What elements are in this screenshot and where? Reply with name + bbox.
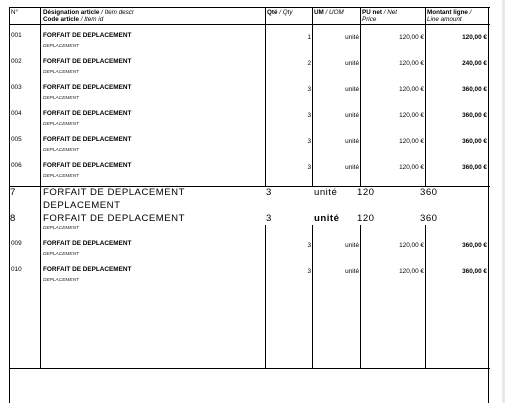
- row-no: 003: [11, 84, 22, 91]
- row-no: 004: [11, 110, 22, 117]
- header-designation-fr: Désignation article: [43, 9, 100, 16]
- row-price: 120,00 €: [399, 34, 424, 41]
- row-price: 120,00 €: [399, 164, 424, 171]
- header-sep: /: [467, 9, 472, 16]
- row-price: 120,00 €: [399, 60, 424, 67]
- header-qty-en: Qty: [282, 9, 293, 16]
- row-amount: 360,00 €: [462, 164, 487, 171]
- row-amount: 360: [420, 213, 438, 224]
- header-price-fr: PU net: [362, 9, 382, 16]
- row-no: 001: [11, 32, 22, 39]
- header-price-en: Net: [387, 9, 398, 16]
- row-qty: 3: [266, 187, 272, 198]
- row-qty: 3: [307, 268, 311, 275]
- row-no: 006: [11, 162, 22, 169]
- header-qty-fr: Qté: [267, 9, 278, 16]
- row-uom: unité: [345, 138, 359, 145]
- header-no-label: N°: [11, 9, 19, 16]
- row-uom: unité: [345, 34, 359, 41]
- header-amount-en: Line amount: [427, 16, 462, 23]
- row-amount: 360,00 €: [462, 138, 487, 145]
- row-amount: 360: [420, 187, 438, 198]
- row-qty: 3: [307, 164, 311, 171]
- row-designation: FORFAIT DE DEPLACEMENT: [43, 213, 185, 224]
- row-price: 120,00 €: [399, 112, 424, 119]
- row-price: 120,00 €: [399, 86, 424, 93]
- row-uom: unité: [314, 187, 338, 198]
- row-code: DEPLACEMENT: [43, 44, 79, 49]
- row-uom: unité: [345, 268, 359, 275]
- header-designation-en: Item descr: [104, 9, 134, 16]
- row-amount: 360,00 €: [462, 242, 487, 249]
- row-price: 120: [357, 187, 375, 198]
- row-amount: 120,00 €: [462, 34, 487, 41]
- row-designation: FORFAIT DE DEPLACEMENT: [43, 187, 185, 198]
- right-border: [488, 7, 489, 403]
- row-qty: 3: [307, 138, 311, 145]
- row-designation: FORFAIT DE DEPLACEMENT: [43, 240, 132, 247]
- row-code: DEPLACEMENT: [43, 200, 121, 211]
- row-uom: unité: [345, 86, 359, 93]
- header-sep: /: [99, 9, 105, 16]
- row-uom: unité: [345, 60, 359, 67]
- header-bottom-border: [9, 24, 490, 25]
- row-uom: unité: [314, 213, 340, 224]
- row-code: DEPLACEMENT: [43, 148, 79, 153]
- row-no: 009: [11, 240, 22, 247]
- row-qty: 2: [307, 60, 311, 67]
- row-designation: FORFAIT DE DEPLACEMENT: [43, 266, 132, 273]
- table-bottom-border: [9, 368, 490, 369]
- row-qty: 3: [266, 213, 272, 224]
- row-code: DEPLACEMENT: [43, 70, 79, 75]
- row-price: 120,00 €: [399, 242, 424, 249]
- invoice-lines-table: [9, 7, 490, 403]
- row-designation: FORFAIT DE DEPLACEMENT: [43, 136, 132, 143]
- header-price: [362, 9, 397, 23]
- row-no: 8: [10, 213, 16, 224]
- row-no: 002: [11, 58, 22, 65]
- header-sep: /: [323, 9, 330, 16]
- row-code: DEPLACEMENT: [43, 252, 79, 257]
- header-qty: [267, 9, 293, 16]
- header-amount-fr: Montant ligne: [427, 9, 468, 16]
- row-designation: FORFAIT DE DEPLACEMENT: [43, 32, 132, 39]
- row-designation: FORFAIT DE DEPLACEMENT: [43, 84, 132, 91]
- header-sep: /: [277, 9, 283, 16]
- row-no: 7: [10, 187, 16, 198]
- row-code: DEPLACEMENT: [43, 122, 79, 127]
- row-designation: FORFAIT DE DEPLACEMENT: [43, 162, 132, 169]
- row-price: 120: [357, 213, 375, 224]
- row-qty: 1: [307, 34, 311, 41]
- row-code: DEPLACEMENT: [43, 226, 79, 231]
- row-qty: 3: [307, 112, 311, 119]
- row-uom: unité: [345, 242, 359, 249]
- row-price: 120,00 €: [399, 138, 424, 145]
- header-code-fr: Code article: [43, 16, 80, 23]
- header-code-en: Item id: [84, 16, 104, 23]
- table-top-border: [9, 7, 490, 8]
- left-border: [9, 7, 10, 403]
- row-uom: unité: [345, 112, 359, 119]
- row-qty: 3: [307, 86, 311, 93]
- header-amount: [427, 9, 471, 23]
- row-no: 005: [11, 136, 22, 143]
- row-uom: unité: [345, 164, 359, 171]
- row-price: 120,00 €: [399, 268, 424, 275]
- header-uom-fr: UM: [314, 9, 324, 16]
- header-designation: [43, 9, 134, 23]
- col-designation-border: [40, 7, 41, 368]
- header-uom: [314, 9, 344, 16]
- row-amount: 360,00 €: [462, 86, 487, 93]
- header-sep: /: [79, 16, 85, 23]
- header-price-en2: Price: [362, 16, 377, 23]
- header-sep: /: [381, 9, 388, 16]
- row-code: DEPLACEMENT: [43, 96, 79, 101]
- row-code: DEPLACEMENT: [43, 174, 79, 179]
- row-designation: FORFAIT DE DEPLACEMENT: [43, 58, 132, 65]
- row-code: DEPLACEMENT: [43, 278, 79, 283]
- header-uom-en: UOM: [329, 9, 344, 16]
- header-no: [11, 9, 18, 16]
- row-amount: 360,00 €: [462, 112, 487, 119]
- row-qty: 3: [307, 242, 311, 249]
- row-amount: 240,00 €: [462, 60, 487, 67]
- row-designation: FORFAIT DE DEPLACEMENT: [43, 110, 132, 117]
- row-amount: 360,00 €: [462, 268, 487, 275]
- row-no: 010: [11, 266, 22, 273]
